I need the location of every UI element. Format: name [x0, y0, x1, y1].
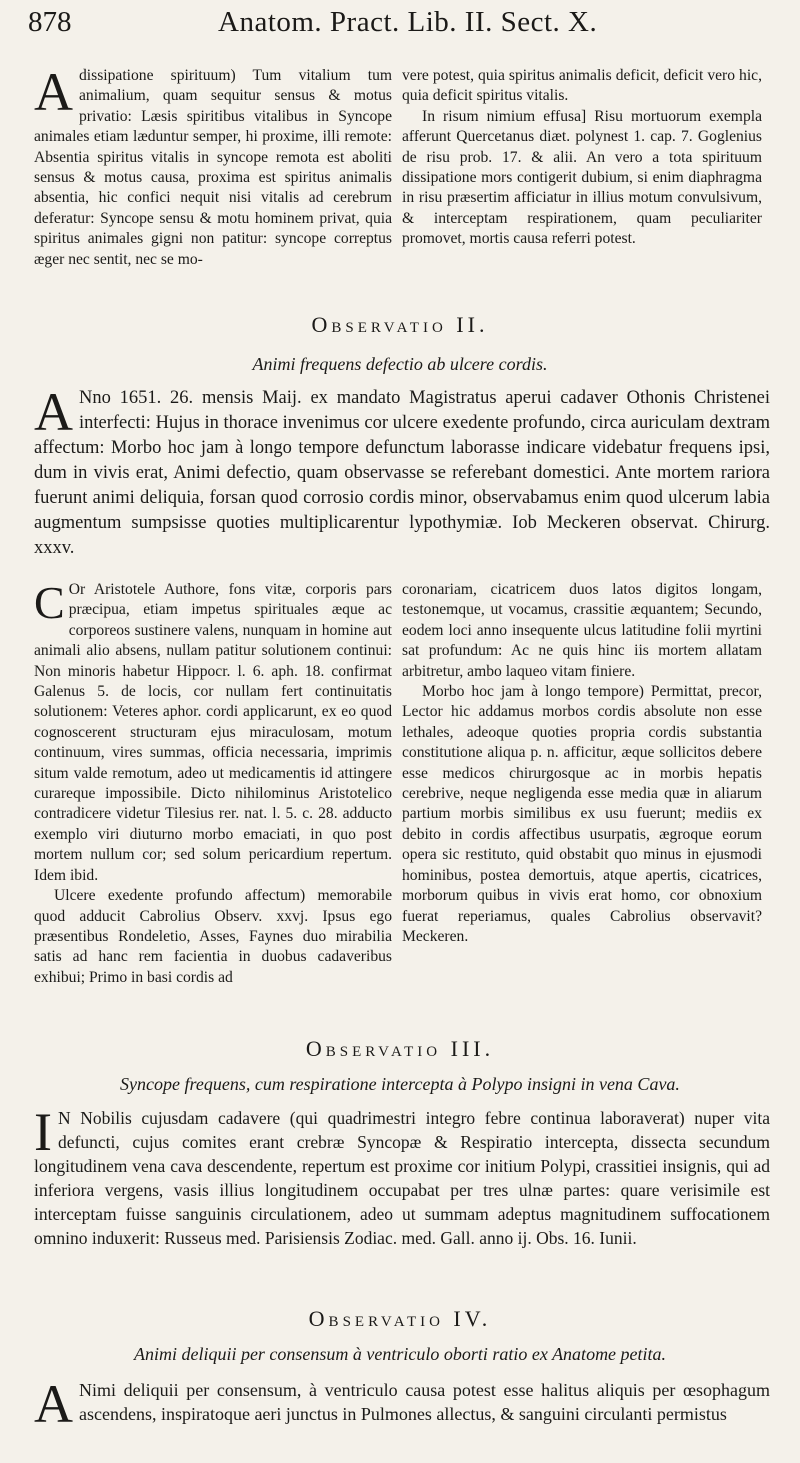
obs2-right-text-2: Morbo hoc jam à longo tempore) Permittat, precor, Lector hic addamus morbos cordis absolute non esse lethales, adeoque quoties propria cordis substantia constitutione aliqua p. n. afficitur, æque sollicitos debere esse medicos chirurgosque ac in morbis hepatis cerebrive, neque negligenda esse media quæ in aliarum partium morbis similibus ex usu fuerunt; mediis ex debito in cordis affectibus usurpatis, ægroque eorum opera sic restituto, quid obstabit quo minus in ejusmodi hominibus, postea demortuis, atque apertis, cicatrices, morborum quibus in vivis erat homo, cor obnoxium fuerat reperiamus, quales Cabrolius observavit? Meckeren.: [402, 683, 762, 945]
obs2-title: Observatio II.: [311, 312, 489, 337]
obs4-title: Observatio IV.: [308, 1306, 492, 1331]
obs2-left-column: [34, 577, 392, 988]
top-right-text-1: vere potest, quia spiritus animalis deficit, deficit vero hic, quia deficit spiritus vitalis.: [402, 67, 762, 105]
page-number: 878: [28, 6, 72, 38]
drop-cap: C: [34, 577, 65, 628]
obs4-body: [34, 1374, 770, 1434]
obs2-subtitle: Animi frequens defectio ab ulcere cordis.: [252, 354, 548, 374]
top-left-text: dissipatione spirituum) Tum vitalium tum animalium, quam sequitur sensus & motus privatio: Læsis spiritibus vitalibus in Syncope animales etiam læduntur semper, hi proxime, illi remote: Absentia spiritus vitalis in syncope remota est aboliti sensus & motus causa, proxima est spiritus animalis absentia, hic confici nequit nisi vitalis ad cerebrum deferatur: Syncope sensu & motu hominem privat, quia spiritus animales gigni non patitur: syncope correptus æger nec sentit, nec se mo-: [34, 67, 392, 268]
obs2-right-column: [402, 580, 762, 947]
drop-cap: I: [34, 1102, 52, 1162]
obs2-right-text: coronariam, cicatricem duos latos digitos longam, testonemque, ut vocamus, crassitie æquantem; Secundo, eodem loci anno insequente ulcus latitudine folii myrtini sat profundum: Ac ne quis hinc iis mortem allatam arbitretur, ambo laqueo vitam finiere.: [402, 581, 762, 680]
drop-cap: A: [34, 382, 73, 442]
obs4-subtitle: Animi deliquii per consensum à ventriculo oborti ratio ex Anatome petita.: [133, 1344, 667, 1364]
obs3-text: N Nobilis cujusdam cadavere (qui quadrimestri integro febre continua laboraverat) nuper vita defuncti, cujus comites erant crebræ Syncopæ & Respiratio intercepta, dissecta secundum longitudinem vena cava descendente, repertum est proxime cor initium Polypi, crassitiei insignis, qui ad inferiora vergens, vasis illius longitudinem occupabat per tres ulnæ partes: quare verisimile est interceptam fuisse sanguinis circulationem, adeo ut summam adeptus magnitudinem suffocationem omnino induxerit: Russeus med. Parisiensis Zodiac. med. Gall. anno ij. Obs. 16. Iunii.: [34, 1108, 770, 1248]
obs2-left-text-2: Ulcere exedente profundo affectum) memorabile quod adducit Cabrolius Observ. xxvj. Ipsus ego præsentibus Rondeletio, Asses, Faynes duo mirabilia satis ad hanc rem facientia in duobus cadaveribus exhibui; Primo in basi cordis ad: [34, 887, 392, 986]
drop-cap: A: [34, 62, 73, 122]
drop-cap: A: [34, 1374, 73, 1434]
top-left-column: [34, 62, 392, 270]
obs3-subtitle: Syncope frequens, cum respiratione intercepta à Polypo insigni in vena Cava.: [120, 1074, 680, 1094]
obs4-text: Nimi deliquii per consensum, à ventriculo causa potest esse halitus aliquis per œsophagum ascendens, inspiratoque aeri junctus in Pulmones allectus, & sanguini circulanti permistus: [79, 1380, 770, 1424]
top-right-text-2: In risum nimium effusa] Risu mortuorum exempla afferunt Quercetanus diæt. polynest 1. cap. 7. Goglenius de risu prob. 17. & alii. An vero a tota spirituum dissipatione mors contigerit dubium, si enim diaphragma in risu præsertim afficiatur in illius motum convulsivum, & interceptam respirationem, quam peculiariter promovet, mortis causa referri potest.: [402, 107, 762, 248]
obs3-title: Observatio III.: [305, 1036, 495, 1061]
running-title: Anatom. Pract. Lib. II. Sect. X.: [218, 6, 598, 38]
page-header: [28, 6, 770, 46]
top-right-column: [402, 66, 762, 250]
obs3-body: [34, 1102, 770, 1250]
obs2-body: [34, 382, 770, 561]
obs2-text: Nno 1651. 26. mensis Maij. ex mandato Magistratus aperui cadaver Othonis Christenei interfecti: Hujus in thorace invenimus cor ulcere exedente profundo, circa auriculam dextram affectum: Morbo hoc jam à longo tempore defunctum laborasse indicare videbatur frequens ipsi, dum in vivis erat, Animi defectio, quam observasse se referebant domestici. Ante mortem rariora fuerunt animi deliquia, forsan quod corrosio cordis minor, observabamus enim quod ulcerum labia augmentum sumpsisse quoties multiplicarentur lypothymiæ. Iob Meckeren observat. Chirurg. xxxv.: [34, 388, 770, 558]
obs2-left-text: Or Aristotele Authore, fons vitæ, corporis pars præcipua, etiam impetus spirituales æque ac corporeos sustinere valens, nunquam in homine aut animali alio absens, nullam patitur solutionem continui: Non minoris habetur Hippocr. l. 6. aph. 18. confirmat Galenus 5. de locis, cor nullam fert continuitatis solutionem: Veteres aphor. cordi applicarunt, ex eo quod cognoscerent structuram ejus miraculosam, motum continuum, vires summas, officia necessaria, imprimis situm valde remotum, adeo ut medicamentis id attingere curareque impossibile. Dicto nihilominus Aristotelico contradicere videtur Tilesius rer. nat. l. 5. c. 28. adducto exemplo viri diuturno morbo emaciati, in quo post mortem nullum cor; sed solum pericardium repertum. Idem ibid.: [34, 581, 392, 884]
